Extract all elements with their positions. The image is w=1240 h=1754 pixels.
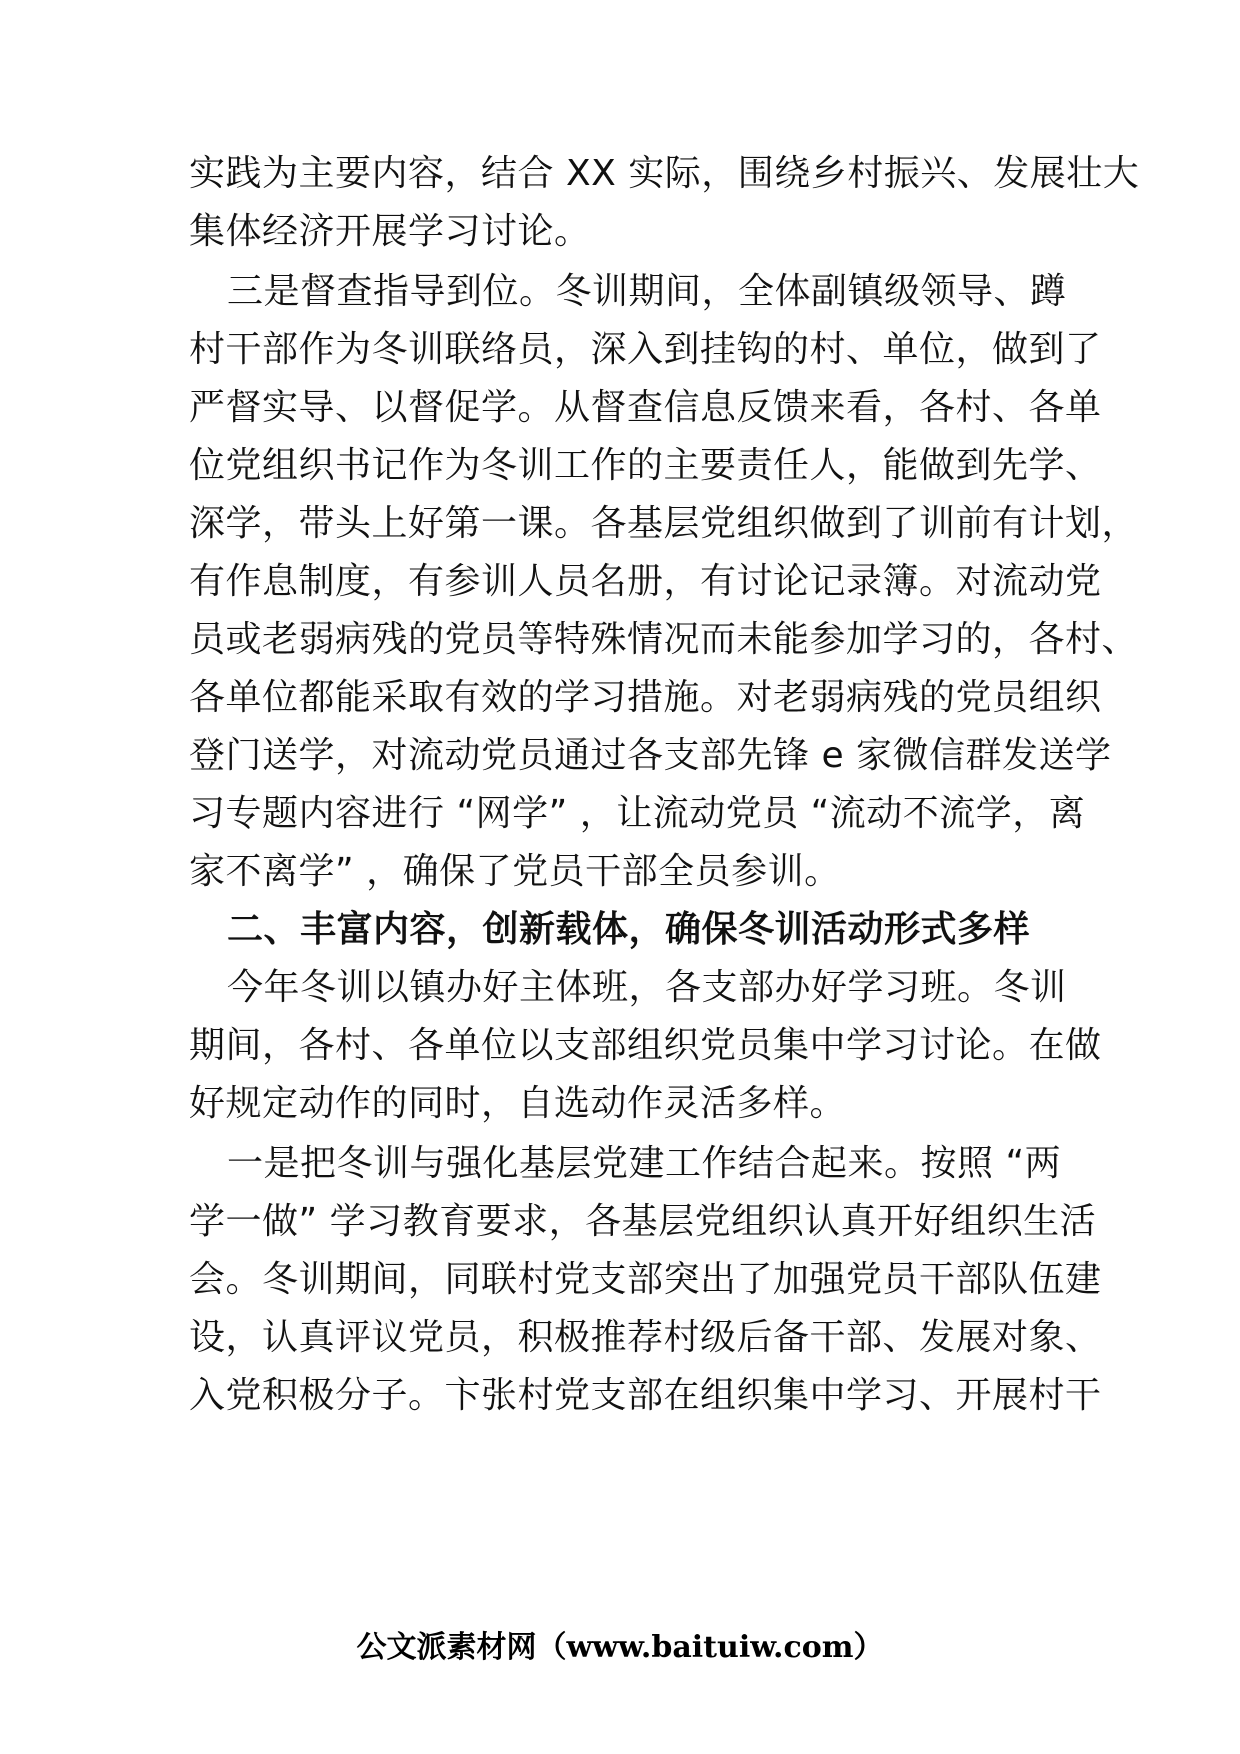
body-line-20: 会。冬训期间，同联村党支部突出了加强党员干部队伍建 [189, 1259, 1102, 1300]
body-line-6: 位党组织书记作为冬训工作的主要责任人，能做到先学、 [189, 445, 1102, 486]
body-line-18: 一是把冬训与强化基层党建工作结合起来。按照 “两 [227, 1143, 1062, 1184]
body-line-17: 好规定动作的同时，自选动作灵活多样。 [189, 1083, 847, 1124]
body-line-3: 三是督查指导到位。冬训期间，全体副镇级领导、蹲 [227, 271, 1067, 312]
body-line-5: 严督实导、以督促学。从督查信息反馈来看，各村、各单 [189, 387, 1102, 428]
body-line-8: 有作息制度，有参训人员名册，有讨论记录簿。对流动党 [189, 561, 1102, 602]
body-line-10: 各单位都能采取有效的学习措施。对老弱病残的党员组织 [189, 677, 1102, 718]
section-heading: 二、丰富内容，创新载体，确保冬训活动形式多样 [227, 909, 1031, 950]
body-line-16: 期间，各村、各单位以支部组织党员集中学习讨论。在做 [189, 1025, 1102, 1066]
body-line-19: 学一做” 学习教育要求，各基层党组织认真开好组织生活 [189, 1201, 1097, 1242]
body-line-13: 家不离学” ，确保了党员干部全员参训。 [189, 851, 841, 892]
body-line-2: 集体经济开展学习讨论。 [189, 211, 591, 252]
body-line-1: 实践为主要内容，结合 XX 实际，围绕乡村振兴、发展壮大 [189, 153, 1140, 194]
body-line-9: 员或老弱病残的党员等特殊情况而未能参加学习的，各村、 [189, 619, 1139, 660]
body-line-11: 登门送学，对流动党员通过各支部先锋 e 家微信群发送学 [189, 735, 1112, 776]
body-line-15: 今年冬训以镇办好主体班，各支部办好学习班。冬训 [227, 967, 1067, 1008]
body-line-4: 村干部作为冬训联络员，深入到挂钩的村、单位，做到了 [189, 329, 1102, 370]
footer-watermark: 公文派素材网（www.baituiw.com） [356, 1630, 884, 1665]
body-line-12: 习专题内容进行 “网学” ，让流动党员 “流动不流学，离 [189, 793, 1086, 834]
body-line-7: 深学，带头上好第一课。各基层党组织做到了训前有计划， [189, 503, 1139, 544]
body-line-22: 入党积极分子。卞张村党支部在组织集中学习、开展村干 [189, 1375, 1102, 1416]
body-line-21: 设，认真评议党员，积极推荐村级后备干部、发展对象、 [189, 1317, 1102, 1358]
